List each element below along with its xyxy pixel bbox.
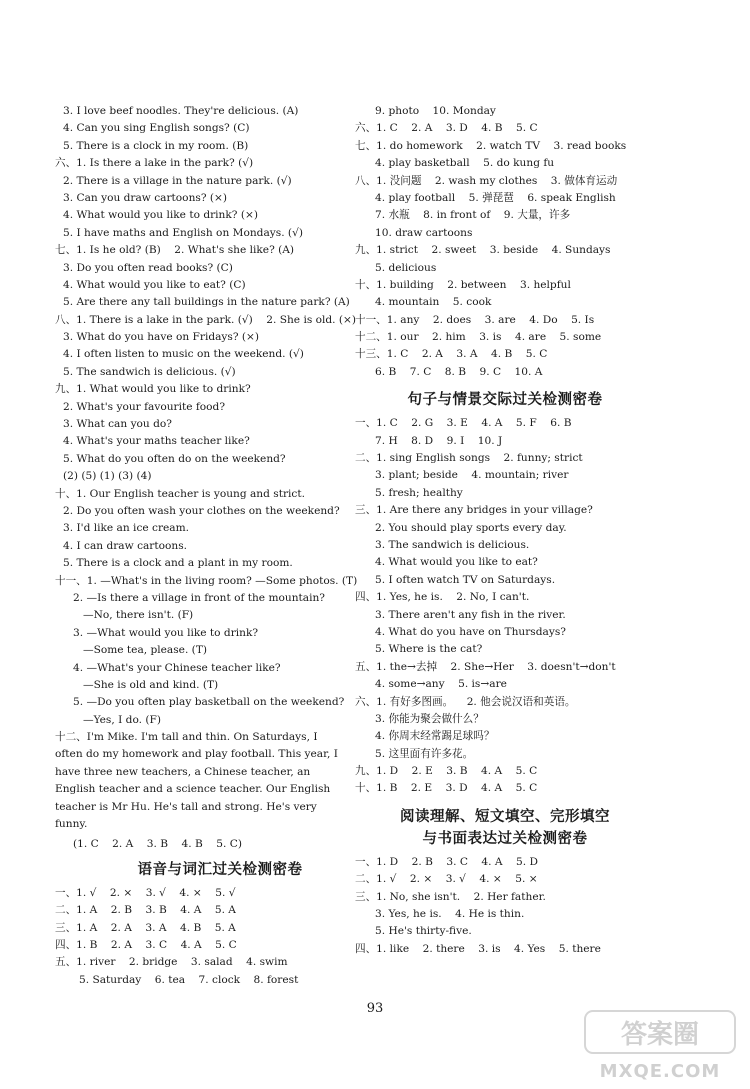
answer-line: 一、1. √ 2. × 3. √ 4. × 5. √: [55, 886, 236, 899]
answer-line: 4. mountain 5. cook: [375, 296, 492, 309]
answer-line: 10. draw cartoons: [375, 226, 473, 239]
answer-line: 4. I often listen to music on the weekend. (√): [63, 348, 304, 361]
answer-line: 三、1. A 2. A 3. A 4. B 5. A: [55, 921, 236, 934]
answer-line: 十、1. building 2. between 3. helpful: [355, 278, 571, 291]
answer-line: 五、1. the→去掉 2. She→Her 3. doesn't→don't: [355, 660, 616, 673]
svg-text:MXQE.COM: MXQE.COM: [599, 1061, 721, 1082]
answer-line: 2. You should play sports every day.: [375, 521, 567, 534]
answer-paragraph: 十二、I'm Mike. I'm tall and thin. On Saturdays, I often do my homework and play football. This year, I have three new teachers, a Chinese teacher, an English teacher and a science teacher. Our English teacher is Mr Hu. He's tall and strong. He's very funny.: [55, 731, 338, 831]
answer-line: 二、1. A 2. B 3. B 4. A 5. A: [55, 904, 236, 917]
answer-line: 三、1. No, she isn't. 2. Her father.: [355, 890, 546, 903]
answer-line: 四、1. B 2. A 3. C 4. A 5. C: [55, 939, 237, 952]
answer-line: 3. plant; beside 4. mountain; river: [375, 469, 569, 482]
answer-line: 4. —What's your Chinese teacher like?: [73, 661, 281, 674]
answer-line: 十一、1. —What's in the living room? —Some photos. (T): [55, 574, 358, 587]
answer-line: 4. What do you have on Thursdays?: [375, 625, 566, 638]
answer-line: 5. Saturday 6. tea 7. clock 8. forest: [79, 973, 299, 986]
page-number: 93: [366, 1001, 384, 1016]
answer-line: 七、1. do homework 2. watch TV 3. read books: [355, 139, 627, 152]
answer-line: 5. 这里面有许多花。: [375, 747, 474, 760]
answer-line: 4. Can you sing English songs? (C): [63, 122, 250, 135]
answer-line: 3. Yes, he is. 4. He is thin.: [375, 908, 525, 921]
answer-line: 5. I have maths and English on Mondays. (√): [63, 226, 303, 239]
answer-line: 3. What can you do?: [63, 418, 172, 431]
section-heading: 与书面表达过关检测密卷: [422, 830, 588, 847]
answer-line: 2. What's your favourite food?: [63, 400, 225, 413]
answer-line: 5. fresh; healthy: [375, 486, 463, 499]
section-heading: 阅读理解、短文填空、完形填空: [400, 808, 610, 825]
answer-line: 3. —What would you like to drink?: [73, 626, 259, 639]
answer-line: 4. play football 5. 弹琵琶 6. speak English: [375, 191, 616, 204]
answer-line: 五、1. river 2. bridge 3. salad 4. swim: [55, 956, 288, 969]
answer-line: 2. There is a village in the nature park. (√): [63, 174, 292, 187]
answer-line: 六、1. 有好多图画。 2. 他会说汉语和英语。: [355, 695, 576, 708]
answer-line: 6. B 7. C 8. B 9. C 10. A: [375, 365, 543, 378]
answer-line: 3. Do you often read books? (C): [63, 261, 233, 274]
answer-line: (2) (5) (1) (3) (4): [63, 470, 152, 483]
answer-line: 十一、1. any 2. does 3. are 4. Do 5. Is: [355, 313, 595, 326]
answer-line: 4. What would you like to eat?: [375, 556, 538, 569]
answer-line: 5. Where is the cat?: [375, 643, 483, 656]
answer-line: —Some tea, please. (T): [83, 644, 208, 657]
answer-line: 5. What do you often do on the weekend?: [63, 452, 286, 465]
answer-line: 二、1. √ 2. × 3. √ 4. × 5. ×: [355, 873, 538, 886]
right-column: [355, 103, 655, 958]
answer-line: 六、1. Is there a lake in the park? (√): [55, 157, 254, 170]
answer-line: 4. some→any 5. is→are: [375, 678, 507, 691]
answer-line: 一、1. C 2. G 3. E 4. A 5. F 6. B: [355, 417, 572, 430]
answer-line: 四、1. Yes, he is. 2. No, I can't.: [355, 591, 530, 604]
answer-line: 十二、1. our 2. him 3. is 4. are 5. some: [355, 331, 602, 344]
answer-line: 3. I'd like an ice cream.: [63, 522, 190, 535]
answer-line: 十、1. Our English teacher is young and strict.: [55, 487, 305, 500]
answer-line: 八、1. There is a lake in the park. (√) 2. She is old. (×): [55, 313, 357, 326]
answer-line: 二、1. sing English songs 2. funny; strict: [355, 452, 583, 465]
answer-line: —She is old and kind. (T): [83, 678, 219, 691]
answer-line: (1. C 2. A 3. B 4. B 5. C): [73, 837, 242, 850]
answer-line: —No, there isn't. (F): [83, 609, 194, 622]
answer-line: 3. There aren't any fish in the river.: [375, 608, 566, 621]
answer-line: 4. 你周末经常踢足球吗？: [375, 730, 495, 743]
answer-line: 四、1. like 2. there 3. is 4. Yes 5. there: [355, 942, 601, 955]
answer-line: 5. The sandwich is delicious. (√): [63, 365, 236, 378]
answer-line: 5. There is a clock and a plant in my room.: [63, 557, 293, 570]
answer-line: 九、1. strict 2. sweet 3. beside 4. Sundays: [355, 244, 611, 257]
section-heading: 语音与词汇过关检测密卷: [137, 861, 303, 878]
answer-line: 六、1. C 2. A 3. D 4. B 5. C: [355, 122, 538, 135]
answer-line: 4. What would you like to eat? (C): [63, 278, 246, 291]
answer-line: 3. The sandwich is delicious.: [375, 538, 530, 551]
answer-line: 4. play basketball 5. do kung fu: [375, 157, 555, 170]
answer-line: —Yes, I do. (F): [83, 713, 161, 726]
svg-text:答案圈: 答案圈: [620, 1020, 700, 1050]
answer-line: 2. Do you often wash your clothes on the weekend?: [63, 504, 340, 517]
answer-line: 4. What would you like to drink? (×): [63, 209, 258, 222]
answer-line: 七、1. Is he old? (B) 2. What's she like? (A): [55, 244, 295, 257]
answer-line: 5. delicious: [375, 261, 437, 274]
answer-line: 3. What do you have on Fridays? (×): [63, 331, 260, 344]
answer-line: 十三、1. C 2. A 3. A 4. B 5. C: [355, 348, 548, 361]
answer-line: 7. H 8. D 9. I 10. J: [375, 434, 503, 447]
answer-line: 7. 水瓶 8. in front of 9. 大量，许多: [375, 209, 571, 222]
answer-line: 3. I love beef noodles. They're delicious. (A): [63, 105, 299, 117]
answer-line: 5. He's thirty-five.: [375, 925, 472, 938]
answer-line: 三、1. Are there any bridges in your village?: [355, 504, 593, 517]
answer-line: 4. I can draw cartoons.: [63, 539, 188, 552]
answer-line: 十、1. B 2. E 3. D 4. A 5. C: [355, 782, 538, 795]
answer-line: 2. —Is there a village in front of the mountain?: [73, 591, 325, 604]
answer-line: 5. Are there any tall buildings in the nature park? (A): [63, 296, 350, 309]
answer-line: 3. 你能为聚会做什么？: [375, 712, 484, 725]
answer-line: 一、1. D 2. B 3. C 4. A 5. D: [355, 855, 538, 868]
answer-line: 八、1. 没问题 2. wash my clothes 3. 做体育运动: [355, 174, 618, 187]
answer-line: 5. I often watch TV on Saturdays.: [375, 573, 556, 586]
answer-line: 九、1. D 2. E 3. B 4. A 5. C: [355, 765, 538, 778]
answer-line: 4. What's your maths teacher like?: [63, 435, 250, 448]
watermark-logo: [575, 1005, 750, 1085]
answer-line: 3. Can you draw cartoons? (×): [63, 191, 228, 204]
answer-line: 5. —Do you often play basketball on the weekend?: [73, 696, 345, 709]
answer-line: 9. photo 10. Monday: [375, 105, 496, 117]
left-column: [55, 103, 358, 989]
section-heading: 句子与情景交际过关检测密卷: [407, 392, 603, 409]
answer-line: 5. There is a clock in my room. (B): [63, 139, 249, 152]
answer-line: 九、1. What would you like to drink?: [55, 383, 251, 396]
